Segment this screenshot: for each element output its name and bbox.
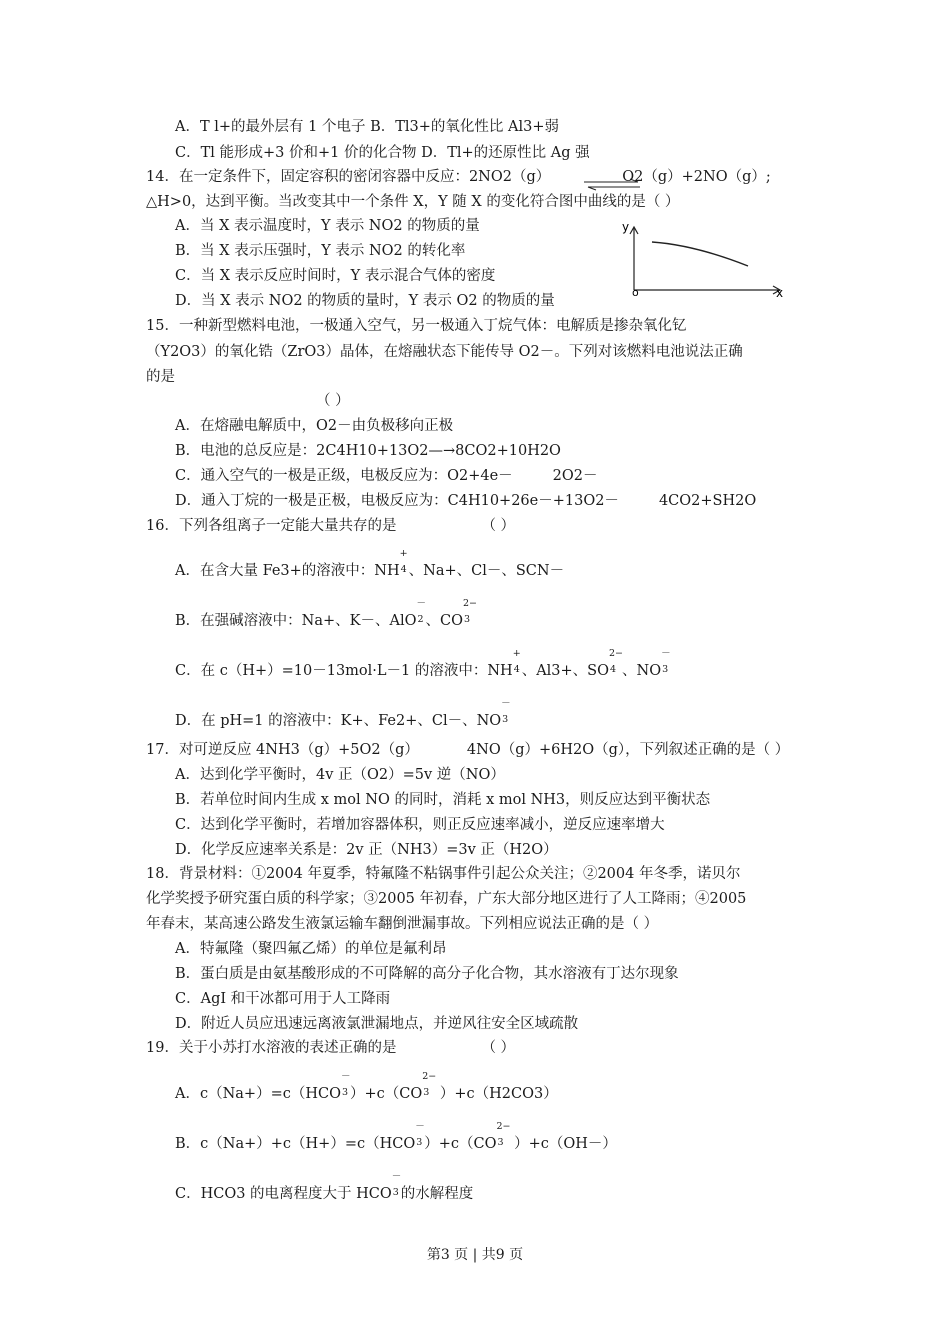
q15-option-b: B．电池的总反应是：2C4H10+13O2—→8CO2+10H2O	[175, 443, 561, 459]
q18-option-d: D．附近人员应迅速远离液氯泄漏地点，并逆风往安全区域疏散	[175, 1016, 579, 1032]
q14-option-a: A．当 X 表示温度时，Y 表示 NO2 的物质的量	[175, 218, 480, 234]
q16-option-b: B．在强碱溶液中：Na+、K－、AlO － 2 、CO 2− 3	[175, 598, 477, 629]
q14-stem-line2: △H>0，达到平衡。当改变其中一个条件 X，Y 随 X 的变化符合图中曲线的是（ ）	[146, 194, 680, 210]
equilibrium-arrow-icon	[578, 178, 650, 192]
q16-option-a: A．在含大量 Fe3+的溶液中：NH + 4 、Na+、Cl－、SCN－	[175, 548, 565, 579]
q14-option-b: B．当 X 表示压强时，Y 表示 NO2 的转化率	[175, 243, 466, 259]
q18-option-a: A．特氟隆（聚四氟乙烯）的单位是氟利昂	[175, 941, 447, 957]
graph-x-label: x	[776, 286, 784, 300]
q17-option-d: D．化学反应速率关系是：2v 正（NH3）=3v 正（H2O）	[175, 842, 558, 858]
q16-option-d: D．在 pH=1 的溶液中：K+、Fe2+、Cl－、NO － 3	[175, 698, 511, 729]
q15-stem-line2: （Y2O3）的氧化锆（ZrO3）晶体，在熔融状态下能传导 O2－。下列对该燃料电池说法正确	[146, 344, 743, 360]
graph-curve	[652, 242, 748, 266]
page-footer: 第3 页 | 共9 页	[426, 1247, 524, 1263]
graph-origin-label: o	[632, 286, 639, 299]
q16-stem: 16．下列各组离子一定能大量共存的是 （ ）	[146, 518, 516, 534]
q17-option-b: B．若单位时间内生成 x mol NO 的同时，消耗 x mol NH3，则反应达到平衡状态	[175, 792, 711, 808]
q17-stem: 17．对可逆反应 4NH3（g）+5O2（g） 4NO（g）+6H2O（g），下列叙述正确的是（ ）	[146, 742, 790, 758]
q15-option-a: A．在熔融电解质中，O2－由负极移向正极	[175, 418, 454, 434]
q15-stem-line1: 15．一种新型燃料电池，一极通入空气，另一极通入丁烷气体：电解质是掺杂氧化钇	[146, 318, 687, 334]
q17-option-a: A．达到化学平衡时，4v 正（O2）=5v 逆（NO）	[175, 767, 505, 783]
q15-option-d: D．通入丁烷的一极是正极，电极反应为：C4H10+26e－+13O2－ 4CO2+SH2O	[175, 493, 757, 509]
q18-option-c: C．AgI 和干冰都可用于人工降雨	[175, 991, 391, 1007]
graph-y-label: y	[622, 220, 630, 234]
q18-stem-line3: 年春末，某高速公路发生液氯运输车翻倒泄漏事故。下列相应说法正确的是（ ）	[146, 916, 659, 932]
q14-graph	[620, 218, 795, 303]
q19-option-b: B．c（Na+）+c（H+）=c（HCO － 3 ）+c（CO 2− 3 ）+c（OH－）	[175, 1121, 617, 1152]
q14-stem-line1: 14．在一定条件下，固定容积的密闭容器中反应：2NO2（g） O2（g）+2NO（g）;	[146, 169, 771, 185]
q13-option-a-b: A．T l+的最外层有 1 个电子 B．Tl3+的氧化性比 Al3+弱	[175, 119, 560, 135]
q18-option-b: B．蛋白质是由氨基酸形成的不可降解的高分子化合物，其水溶液有丁达尔现象	[175, 966, 679, 982]
q18-stem-line1: 18．背景材料：①2004 年夏季，特氟隆不粘锅事件引起公众关注；②2004 年冬季，诺贝尔	[146, 866, 741, 882]
q15-answer-paren: （ ）	[316, 393, 350, 409]
q19-stem: 19．关于小苏打水溶液的表述正确的是 （ ）	[146, 1040, 516, 1056]
q16-option-c: C．在 c（H+）=10－13mol·L－1 的溶液中：NH + 4 、Al3+、SO 2− 4 、NO － 3	[175, 648, 671, 679]
q13-option-c-d: C．Tl 能形成+3 价和+1 价的化合物 D．Tl+的还原性比 Ag 强	[175, 145, 590, 161]
q15-option-c: C．通入空气的一极是正级，电极反应为：O2+4e－ 2O2－	[175, 468, 598, 484]
q14-option-c: C．当 X 表示反应时间时，Y 表示混合气体的密度	[175, 268, 496, 284]
q18-stem-line2: 化学奖授予研究蛋白质的科学家；③2005 年初春，广东大部分地区进行了人工降雨；④2005	[146, 891, 747, 907]
q15-stem-line3: 的是	[146, 369, 175, 385]
q19-option-c: C．HCO3 的电离程度大于 HCO － 3 的水解程度	[175, 1171, 474, 1202]
q19-option-a: A．c（Na+）=c（HCO － 3 ）+c（CO 2− 3 ）+c（H2CO3）	[175, 1071, 558, 1102]
q14-option-d: D．当 X 表示 NO2 的物质的量时，Y 表示 O2 的物质的量	[175, 293, 555, 309]
q17-option-c: C．达到化学平衡时，若增加容器体积，则正反应速率减小，逆反应速率增大	[175, 817, 665, 833]
